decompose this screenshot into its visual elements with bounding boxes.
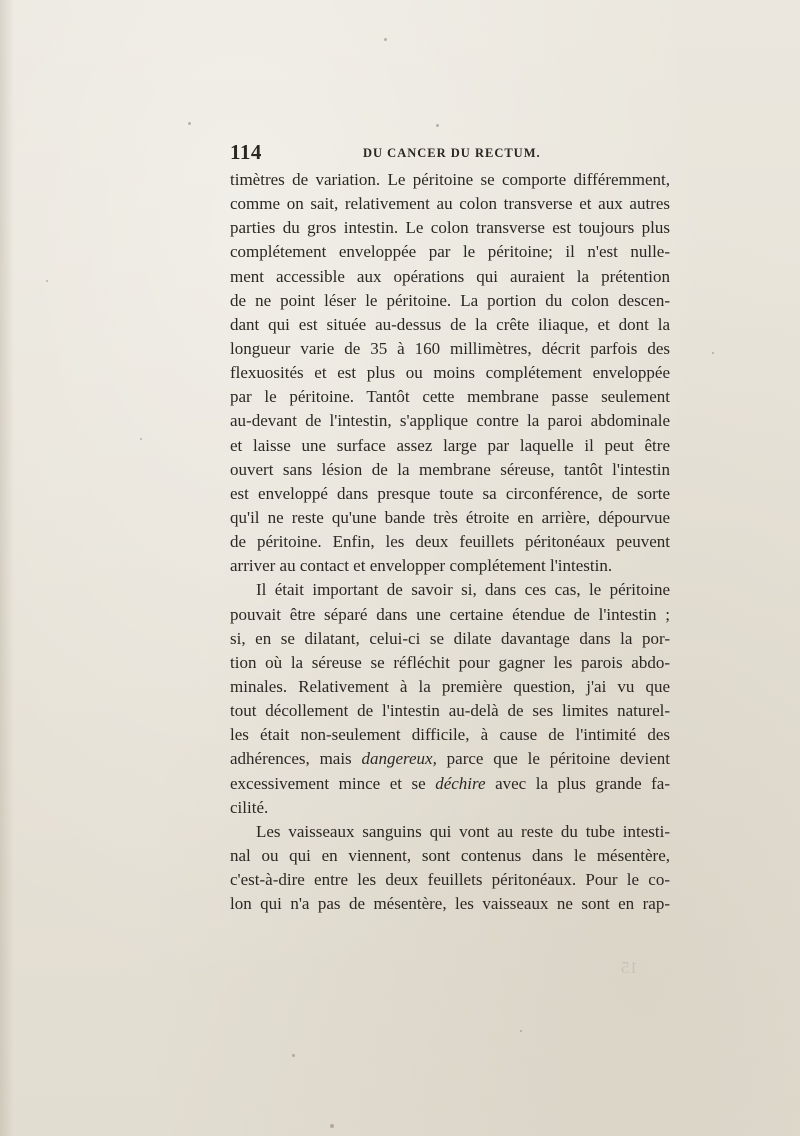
paper-speck <box>188 122 191 125</box>
text-line: dant qui est située au-dessus de la crête iliaque, et dont la <box>230 314 670 334</box>
text-line: c'est-à-dire entre les deux feuillets péritonéaux. Pour le co- <box>230 870 670 890</box>
emphasis-dechire: déchire <box>435 773 486 793</box>
text-line: nal ou qui en viennent, sont contenus dans le mésentère, <box>230 845 670 865</box>
text-line: est enveloppé dans presque toute sa circonférence, de sorte <box>230 483 670 503</box>
text-line: les était non-seulement difficile, à cause de l'intimité des <box>230 725 670 745</box>
text-line: par le péritoine. Tantôt cette membrane passe seulement <box>230 387 670 407</box>
text-line-with-emphasis <box>230 747 670 771</box>
page-binding-shadow <box>0 0 14 1136</box>
text-line: arriver au contact et envelopper complétement l'intestin. <box>230 556 613 576</box>
paper-speck <box>330 1124 334 1128</box>
page-header <box>230 140 670 166</box>
text-line: parties du gros intestin. Le colon transverse est toujours plus <box>230 218 670 238</box>
text-line: ouvert sans lésion de la membrane séreuse, tantôt l'intestin <box>230 459 670 479</box>
paragraph-start-line: Les vaisseaux sanguins qui vont au reste du tube intesti- <box>256 821 670 841</box>
text-line: et laisse une surface assez large par laquelle il peut être <box>230 435 670 455</box>
emphasis-dangereux: dangereux, <box>361 749 437 769</box>
page-number: 114 <box>230 140 262 164</box>
paper-speck <box>292 1054 295 1057</box>
text-line: tout décollement de l'intestin au-delà de ses limites naturel- <box>230 701 670 721</box>
text-line: timètres de variation. Le péritoine se comporte différemment, <box>230 170 670 189</box>
show-through-text: 15 <box>621 958 638 977</box>
paragraph-start-line: Il était important de savoir si, dans ces cas, le péritoine <box>256 580 670 600</box>
paper-speck <box>712 352 714 354</box>
text-line: lon qui n'a pas de mésentère, les vaisseaux ne sont en rap- <box>230 894 670 914</box>
text-fragment: parce que le péritoine devient <box>446 749 670 769</box>
text-line: au-devant de l'intestin, s'applique contre la paroi abdominale <box>230 411 670 431</box>
text-line-with-emphasis <box>230 772 670 796</box>
text-line: si, en se dilatant, celui-ci se dilate davantage dans la por- <box>230 628 670 648</box>
body-text <box>230 168 670 916</box>
text-line: ment accessible aux opérations qui auraient la prétention <box>230 266 670 286</box>
paper-speck <box>436 124 439 127</box>
text-line: cilité. <box>230 797 269 817</box>
text-line: flexuosités et est plus ou moins complétement enveloppée <box>230 363 670 383</box>
paper-speck <box>520 1030 522 1032</box>
text-line: de péritoine. Enfin, les deux feuillets péritonéaux peuvent <box>230 532 670 552</box>
text-line: complétement enveloppée par le péritoine; il n'est nulle- <box>230 242 670 262</box>
paper-speck <box>46 280 48 282</box>
paper-speck <box>384 38 387 41</box>
paper-speck <box>140 438 142 440</box>
text-line: de ne point léser le péritoine. La portion du colon descen- <box>230 290 670 310</box>
text-fragment: adhérences, mais <box>230 749 352 769</box>
text-line: pouvait être séparé dans une certaine étendue de l'intestin ; <box>230 604 670 624</box>
text-fragment: avec la plus grande fa- <box>495 773 671 793</box>
running-head: DU CANCER DU RECTUM. <box>363 146 541 160</box>
text-line: tion où la séreuse se réfléchit pour gagner les parois abdo- <box>230 652 670 672</box>
text-line: longueur varie de 35 à 160 millimètres, décrit parfois des <box>230 338 670 358</box>
text-line: minales. Relativement à la première question, j'ai vu que <box>230 676 670 696</box>
text-line: comme on sait, relativement au colon transverse et aux autres <box>230 194 670 214</box>
text-line: qu'il ne reste qu'une bande très étroite en arrière, dépourvue <box>230 507 670 527</box>
text-fragment: excessivement mince et se <box>230 773 426 793</box>
